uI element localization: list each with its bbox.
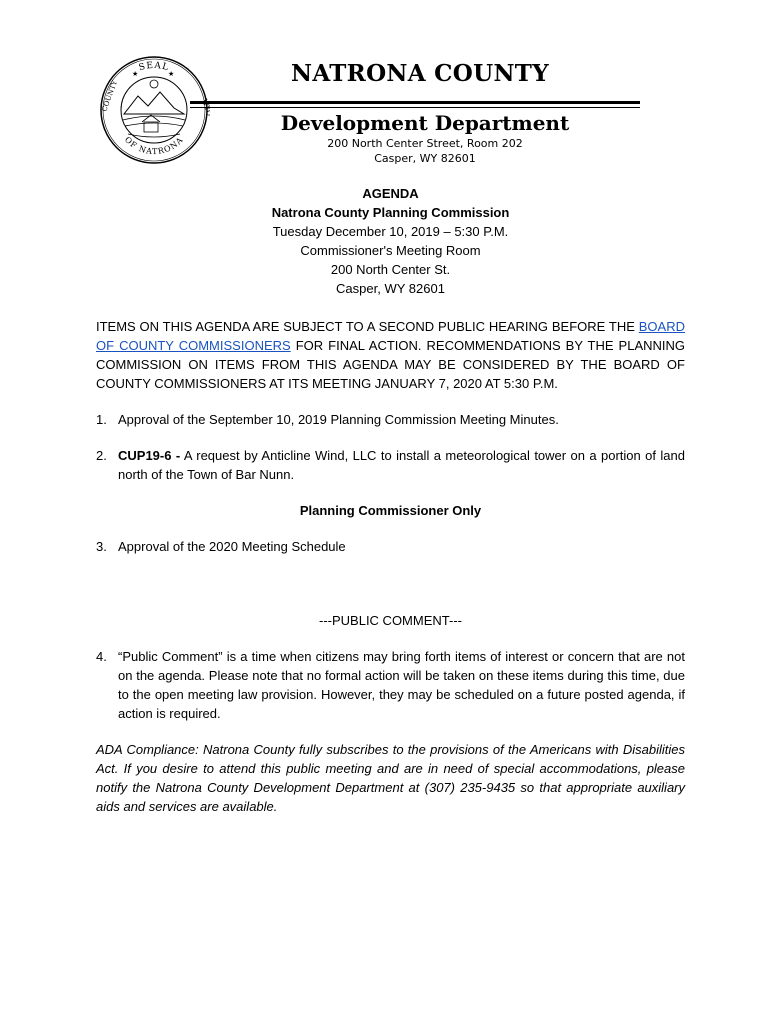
seal-right-text: WYO [200,97,210,118]
office-street: 200 North Center Street, Room 202 [327,137,523,150]
item-number: 3. [96,539,107,554]
agenda-item-2 [96,446,685,484]
svg-text:SEAL [138,61,170,73]
case-number: CUP19-6 - [118,448,181,463]
county-seal [98,54,210,166]
meeting-datetime: Tuesday December 10, 2019 – 5:30 P.M. [272,224,509,239]
item-number: 2. [96,448,107,463]
svg-text:★: ★ [132,71,139,78]
notice-text-before: ITEMS ON THIS AGENDA ARE SUBJECT TO A SECOND PUBLIC HEARING BEFORE THE [96,319,639,334]
hearing-notice [96,317,685,393]
meeting-room: Commissioner's Meeting Room [300,243,481,258]
agenda-header [96,184,685,298]
item-number: 4. [96,649,107,664]
seal-left-text: COUNTY [100,79,119,113]
svg-text:OF NATRONA [123,135,185,156]
county-name: NATRONA COUNTY [291,60,549,87]
item-number: 1. [96,412,107,427]
agenda-item-1 [96,410,685,429]
seal-bottom-text: OF NATRONA [122,135,186,157]
section-heading: Planning Commissioner Only [299,503,482,518]
header-rule-thin [190,107,640,108]
agenda-heading: AGENDA [362,186,419,201]
public-comment-heading: ---PUBLIC COMMENT--- [319,613,462,628]
seal-top-text: SEAL [137,60,171,74]
agenda-item-4 [96,647,685,723]
office-city: Casper, WY 82601 [374,152,476,165]
ada-compliance-notice: ADA Compliance: Natrona County fully subscribes to the provisions of the Americans with Disabilities Act. If you desire to attend this public meeting and are in need of special accommodations, please notify the Natrona County Development Department at (307) 235-9435 so that appropriate auxiliary aids and services are available. [96,742,685,814]
item-text: Approval of the September 10, 2019 Planning Commission Meeting Minutes. [118,412,559,427]
department-name: Development Department [280,111,570,135]
commission-name: Natrona County Planning Commission [271,205,510,220]
header-rule-thick [190,101,640,104]
svg-text:★: ★ [168,71,175,78]
meeting-street: 200 North Center St. [330,262,451,277]
agenda-document [96,184,685,816]
item-text: A request by Anticline Wind, LLC to install a meteorological tower on a portion of land north of the Town of Bar Nunn. [118,448,685,482]
item-text: “Public Comment” is a time when citizens may bring forth items of interest or concern that are not on the agenda. Please note that no formal action will be taken on these items during this time, due to the open meeting law provision. However, they may be scheduled on a future posted agenda, if action is required. [118,649,685,721]
meeting-city: Casper, WY 82601 [336,281,445,296]
board-link[interactable]: BOARD OF COUNTY COMMISSIONERS [96,319,685,353]
agenda-item-3 [96,537,685,556]
notice-text-after: FOR FINAL ACTION. RECOMMENDATIONS BY THE PLANNING COMMISSION ON ITEMS FROM THIS AGENDA MAY BE CONSIDERED BY THE BOARD OF COUNTY COMMISSIONERS AT ITS MEETING JANUARY 7, 2020 AT 5:30 P.M. [96,338,685,391]
item-text: Approval of the 2020 Meeting Schedule [118,539,346,554]
